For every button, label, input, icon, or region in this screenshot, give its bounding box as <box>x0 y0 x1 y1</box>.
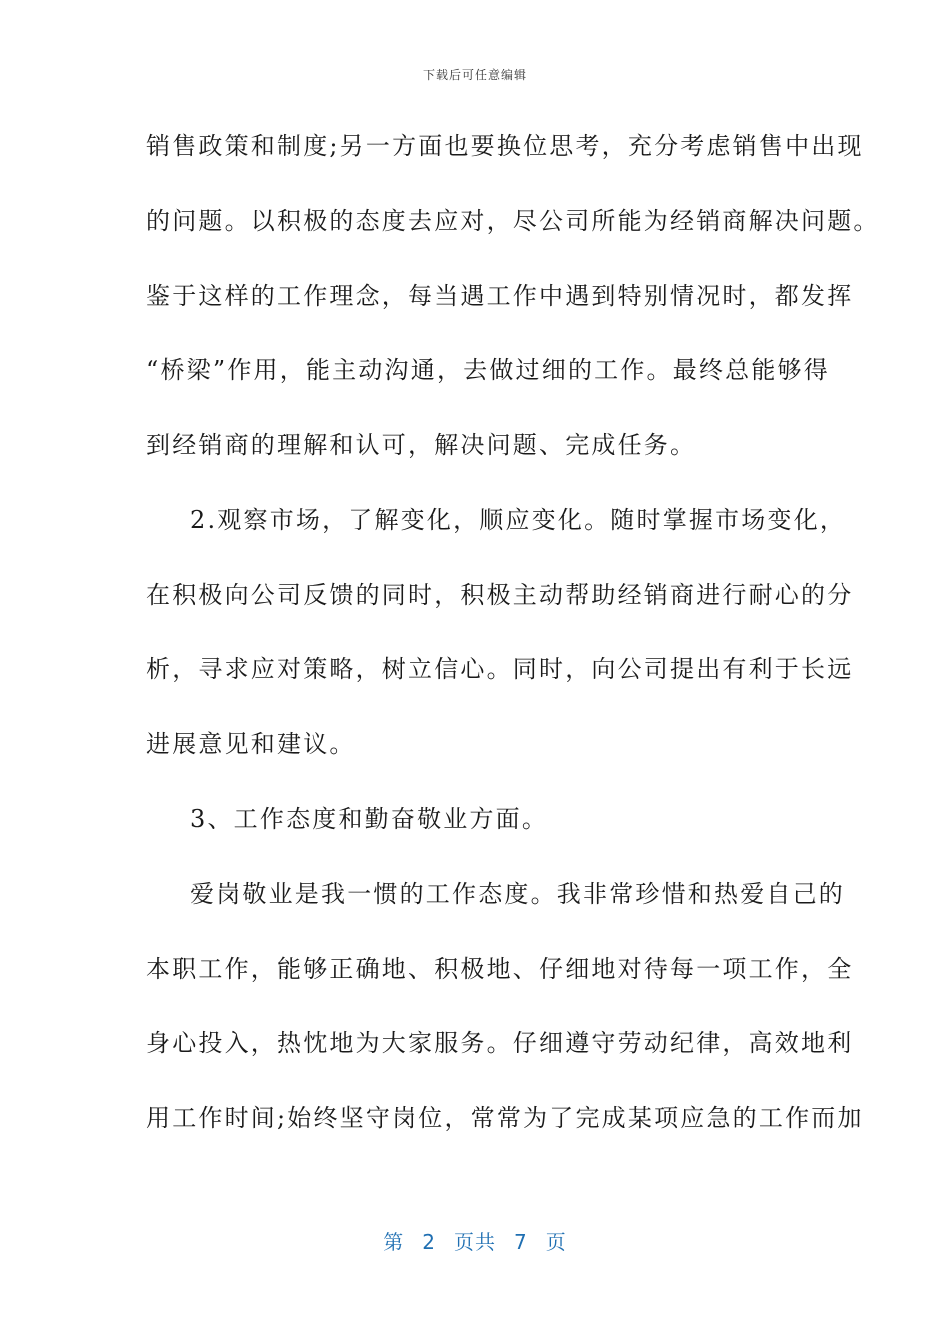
body-line: “桥梁”作用，能主动沟通，去做过细的工作。最终总能够得 <box>146 356 830 384</box>
footer-prefix: 第 <box>383 1230 405 1254</box>
body-line: 鉴于这样的工作理念，每当遇工作中遇到特别情况时，都发挥 <box>146 282 854 310</box>
body-line: 身心投入，热忱地为大家服务。仔细遵守劳动纪律，高效地利 <box>146 1029 854 1057</box>
body-line: 到经销商的理解和认可，解决问题、完成任务。 <box>146 431 697 459</box>
page-footer <box>0 1226 950 1255</box>
body-line: 销售政策和制度;另一方面也要换位思考，充分考虑销售中出现 <box>146 132 864 160</box>
footer-middle: 页共 <box>454 1230 496 1254</box>
page-header: 下载后可任意编辑 <box>422 68 527 82</box>
body-line: 进展意见和建议。 <box>146 730 356 758</box>
body-line: 本职工作，能够正确地、积极地、仔细地对待每一项工作，全 <box>146 955 854 983</box>
footer-total-pages: 7 <box>514 1230 528 1254</box>
body-line: 爱岗敬业是我一惯的工作态度。我非常珍惜和热爱自己的 <box>190 880 845 908</box>
body-line: 的问题。以积极的态度去应对，尽公司所能为经销商解决问题。 <box>146 207 880 235</box>
footer-current-page: 2 <box>422 1230 436 1254</box>
body-line: 2.观察市场，了解变化，顺应变化。随时掌握市场变化， <box>190 506 847 534</box>
body-line: 在积极向公司反馈的同时，积极主动帮助经销商进行耐心的分 <box>146 581 854 609</box>
footer-suffix: 页 <box>545 1230 567 1254</box>
body-line: 3、工作态度和勤奋敬业方面。 <box>190 805 549 833</box>
body-line: 用工作时间;始终坚守岗位，常常为了完成某项应急的工作而加 <box>146 1104 864 1132</box>
body-line: 析，寻求应对策略，树立信心。同时，向公司提出有利于长远 <box>146 655 854 683</box>
